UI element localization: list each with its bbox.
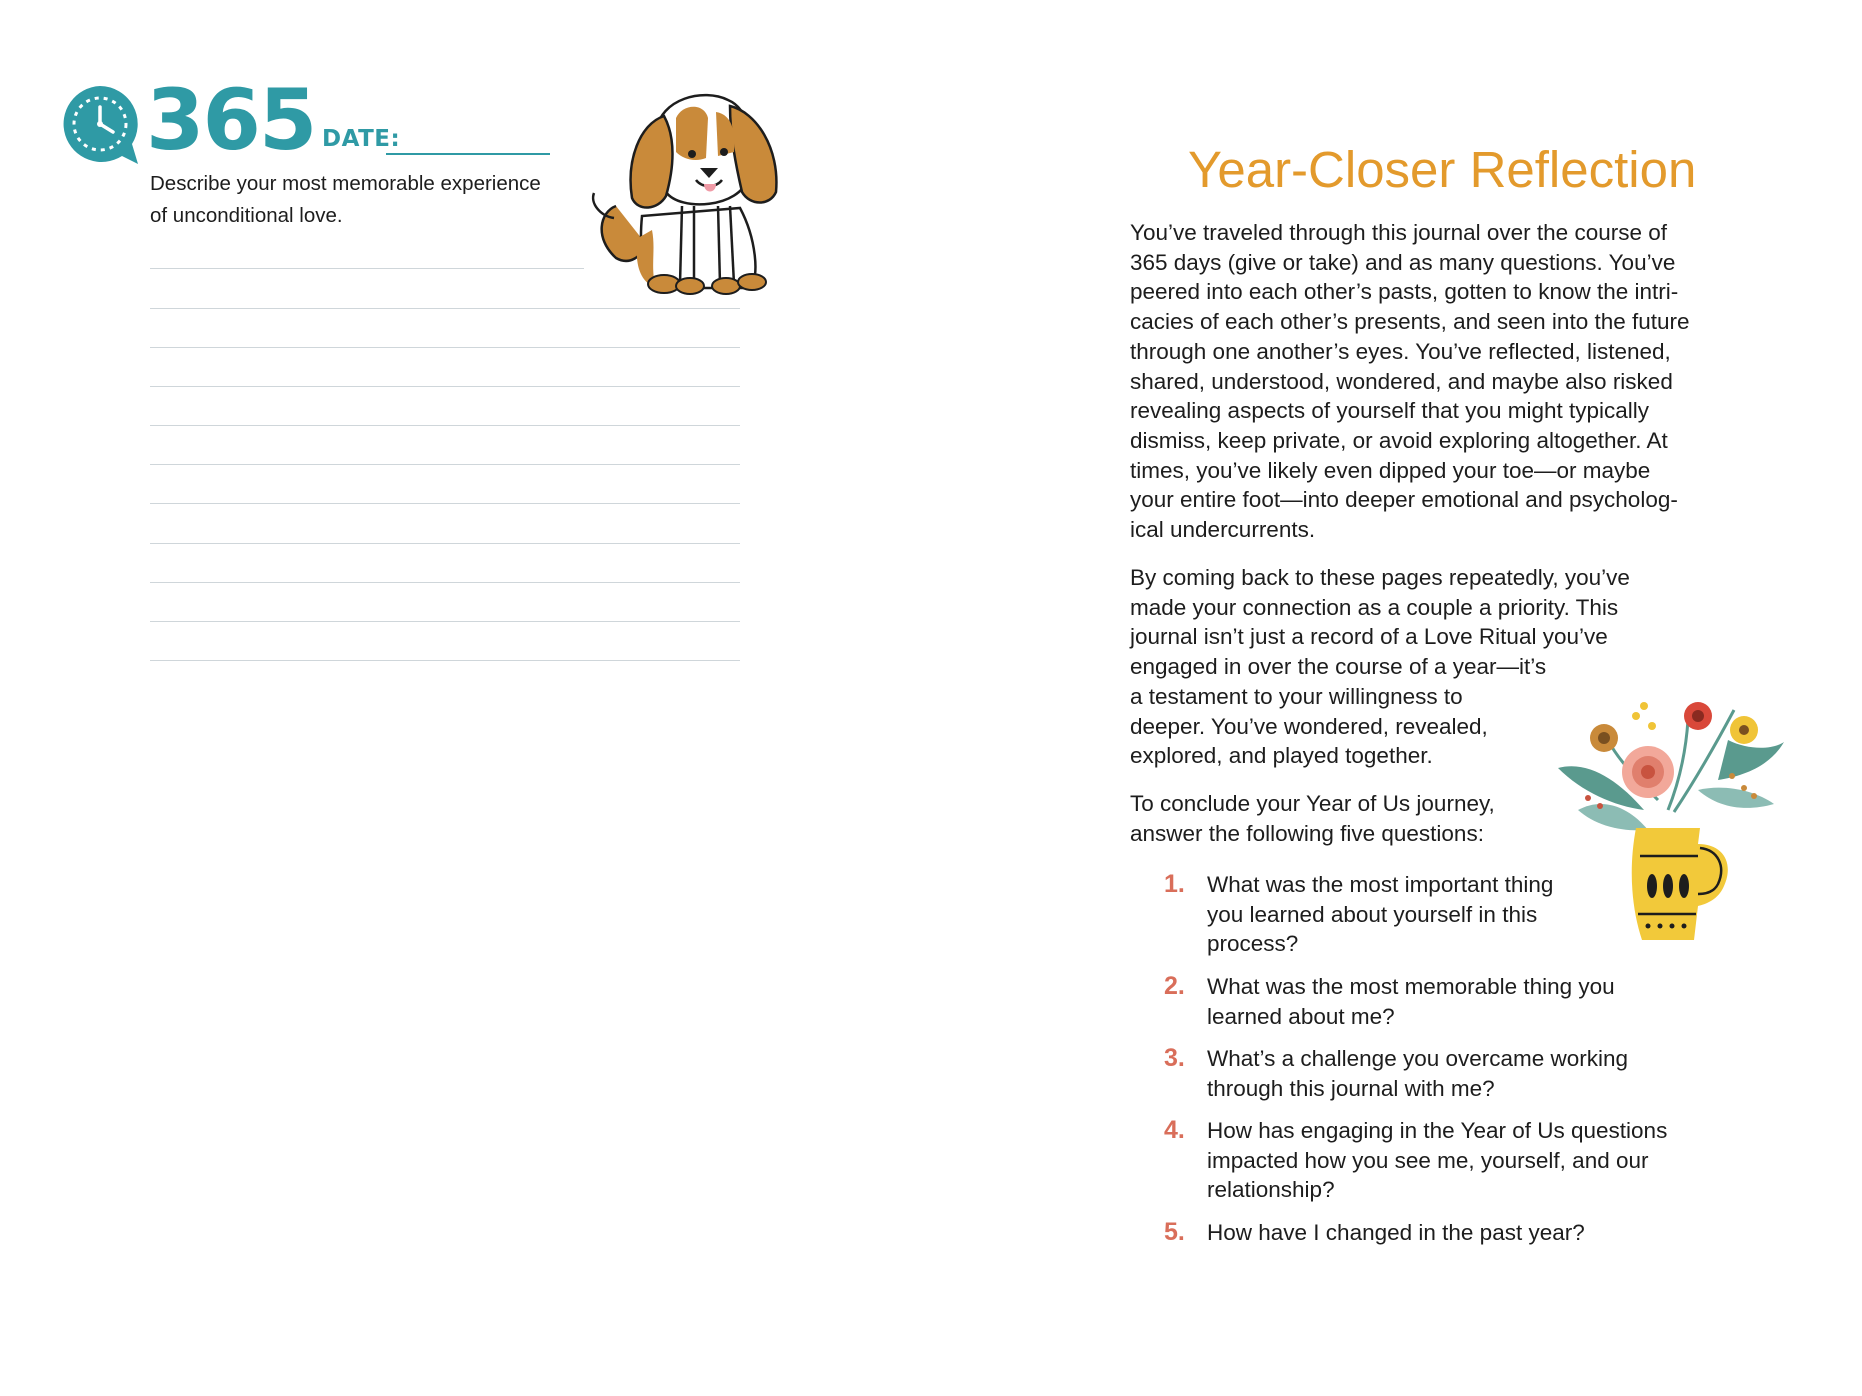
writing-line[interactable] [150,386,740,387]
text-line: process? [1207,931,1299,957]
text-line: To conclude your Year of Us journey, [1130,791,1495,816]
writing-line[interactable] [150,425,740,426]
writing-line[interactable] [150,268,584,269]
text-line: learned about me? [1207,1003,1395,1029]
question-number: 2. [1164,972,1185,1000]
day-number: 365 [146,71,316,169]
question-text [1207,870,1553,959]
text-line: journal isn’t just a record of a Love Ritual you’ve [1130,624,1608,650]
text-line: through this journal with me? [1207,1075,1495,1101]
dog-illustration [580,88,792,298]
text-line: impacted how you see me, yourself, and our [1207,1147,1649,1173]
paragraph [1130,789,1550,848]
question-number: 1. [1164,870,1185,898]
text-line: times, you’ve likely even dipped your toe—or maybe [1130,457,1651,483]
question-number: 5. [1164,1218,1185,1246]
text-line: ical undercurrents. [1130,517,1316,543]
writing-line[interactable] [150,582,740,583]
clock-icon [58,82,142,166]
question-text [1207,1116,1667,1205]
text-line: your entire foot—into deeper emotional and psycholog- [1130,487,1678,513]
question-number: 4. [1164,1116,1185,1144]
text-line: What was the most memorable thing you [1207,974,1615,999]
text-line: explored, and played together. [1130,743,1433,769]
prompt-line: of unconditional love. [150,204,343,227]
prompt-line: Describe your most memorable experience [150,172,541,195]
page-title: Year-Closer Reflection [1188,141,1697,198]
text-line: answer the following five questions: [1130,820,1484,846]
writing-line[interactable] [150,660,740,661]
question-text [1207,1044,1628,1103]
writing-line[interactable] [150,621,740,622]
writing-line[interactable] [150,543,740,544]
paragraph [1130,218,1730,545]
text-line: peered into each other’s pasts, gotten to know the intri- [1130,279,1679,305]
text-line: What was the most important thing [1207,872,1554,897]
question-number: 3. [1164,1044,1185,1072]
text-line: relationship? [1207,1177,1335,1203]
question-text [1207,1218,1585,1248]
text-line: cacies of each other’s presents, and seen into the future [1130,309,1690,335]
text-line: 365 days (give or take) and as many questions. You’ve [1130,249,1676,275]
text-line: through one another’s eyes. You’ve reflected, listened, [1130,338,1671,364]
text-line: How have I changed in the past year? [1207,1220,1585,1245]
text-line: You’ve traveled through this journal over the course of [1130,220,1668,245]
writing-line[interactable] [150,464,740,465]
text-line: By coming back to these pages repeatedly, you’ve [1130,565,1630,590]
text-line: you learned about yourself in this [1207,901,1538,927]
text-line: How has engaging in the Year of Us questions [1207,1118,1668,1143]
text-line: engaged in over the course of a year—it’s [1130,654,1547,680]
text-line: revealing aspects of yourself that you might typically [1130,398,1650,424]
writing-line[interactable] [150,347,740,348]
question-text [1207,972,1615,1031]
date-label: DATE: [322,126,401,152]
text-line: made your connection as a couple a priority. This [1130,594,1619,620]
writing-line[interactable] [150,308,740,309]
text-line: deeper. You’ve wondered, revealed, [1130,713,1488,739]
text-line: What’s a challenge you overcame working [1207,1046,1629,1071]
text-line: shared, understood, wondered, and maybe also risked [1130,368,1673,394]
text-line: a testament to your willingness to [1130,683,1463,709]
text-line: dismiss, keep private, or avoid exploring altogether. At [1130,427,1668,453]
writing-line[interactable] [150,503,740,504]
flower-vase-illustration [1548,680,1784,950]
